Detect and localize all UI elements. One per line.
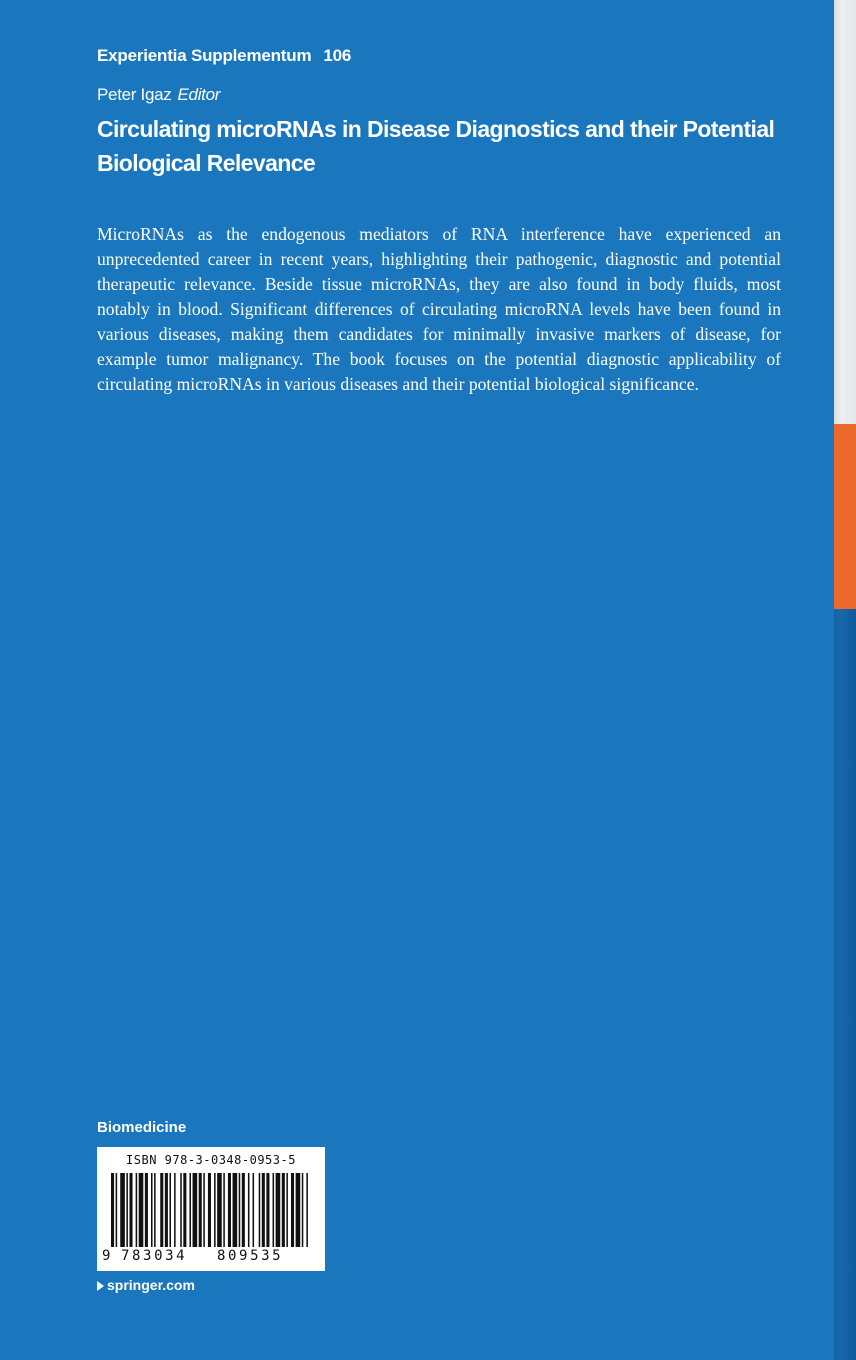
barcode-bar bbox=[233, 1173, 238, 1247]
barcode-bar bbox=[165, 1173, 168, 1247]
editor-line bbox=[97, 85, 220, 105]
editor-role: Editor bbox=[177, 85, 221, 104]
barcode-bar bbox=[291, 1173, 294, 1247]
barcode-bar bbox=[203, 1173, 205, 1247]
barcode-bar bbox=[116, 1173, 118, 1247]
ean-right-group: 809535 bbox=[217, 1248, 284, 1264]
barcode-bar bbox=[120, 1173, 125, 1247]
isbn-label: ISBN 978-3-0348-0953-5 bbox=[126, 1153, 296, 1167]
spine-orange-band bbox=[834, 424, 856, 609]
publisher-url: springer.com bbox=[107, 1277, 195, 1293]
publisher-link[interactable] bbox=[97, 1277, 195, 1293]
barcode-bar bbox=[160, 1173, 163, 1247]
barcode-bar bbox=[199, 1173, 202, 1247]
barcode-bar bbox=[214, 1173, 216, 1247]
editor-name: Peter Igaz bbox=[97, 85, 172, 104]
arrow-right-icon bbox=[97, 1281, 104, 1291]
barcode-bar bbox=[154, 1173, 156, 1247]
barcode-bar bbox=[253, 1173, 255, 1247]
book-description: MicroRNAs as the endogenous mediators of RNA interference have experienced an unprecedented career in recent years, highlighting their pathogenic, diagnostic and potential therapeutic relevance. Beside tissue microRNAs, they are also found in body fluids, most notably in blood. Significant differences of circulating microRNA levels have been found in various diseases, making them candidates for minimally invasive markers of disease, for example tumor malignancy. The book focuses on the potential diagnostic applicability of circulating microRNAs in various diseases and their potential biological significance. bbox=[97, 224, 781, 394]
subject-category: Biomedicine bbox=[97, 1119, 187, 1136]
spine-light-band bbox=[834, 0, 856, 424]
barcode-bar bbox=[266, 1173, 269, 1247]
barcode-bars bbox=[111, 1173, 311, 1247]
barcode-bar bbox=[193, 1173, 198, 1247]
barcode-bar bbox=[228, 1173, 231, 1247]
barcode-bar bbox=[296, 1173, 301, 1247]
barcode-bar bbox=[302, 1173, 304, 1247]
barcode-bar bbox=[217, 1173, 222, 1247]
barcode-bar bbox=[248, 1173, 250, 1247]
ean-first-digit: 9 bbox=[102, 1248, 111, 1264]
barcode-bar bbox=[183, 1173, 186, 1247]
barcode-bar bbox=[189, 1173, 191, 1247]
barcode-bar bbox=[136, 1173, 138, 1247]
barcode-bar bbox=[180, 1173, 182, 1247]
ean-left-group: 783034 bbox=[121, 1248, 188, 1264]
barcode-bar bbox=[276, 1173, 281, 1247]
series-name: Experientia Supplementum bbox=[97, 46, 312, 65]
isbn-barcode bbox=[97, 1147, 325, 1271]
barcode-bar bbox=[208, 1173, 211, 1247]
barcode-bar bbox=[169, 1173, 171, 1247]
barcode-bar bbox=[223, 1173, 225, 1247]
barcode-bar bbox=[306, 1173, 308, 1247]
barcode-bar bbox=[139, 1173, 144, 1247]
barcode-bar bbox=[145, 1173, 148, 1247]
barcode-bar bbox=[273, 1173, 275, 1247]
barcode-bar bbox=[129, 1173, 132, 1247]
series-volume: 106 bbox=[323, 46, 352, 65]
barcode-bar bbox=[239, 1173, 241, 1247]
series-title bbox=[97, 46, 351, 66]
barcode-bar bbox=[282, 1173, 285, 1247]
barcode-bar bbox=[262, 1173, 265, 1247]
barcode-bar bbox=[259, 1173, 261, 1247]
barcode-bar bbox=[174, 1173, 176, 1247]
barcode-bar bbox=[151, 1173, 153, 1247]
barcode-bar bbox=[286, 1173, 288, 1247]
book-title: Circulating microRNAs in Disease Diagnostics and their Potential Biological Relevance bbox=[97, 116, 775, 176]
barcode-bar bbox=[111, 1173, 114, 1247]
barcode-bar bbox=[242, 1173, 245, 1247]
barcode-bar bbox=[126, 1173, 128, 1247]
